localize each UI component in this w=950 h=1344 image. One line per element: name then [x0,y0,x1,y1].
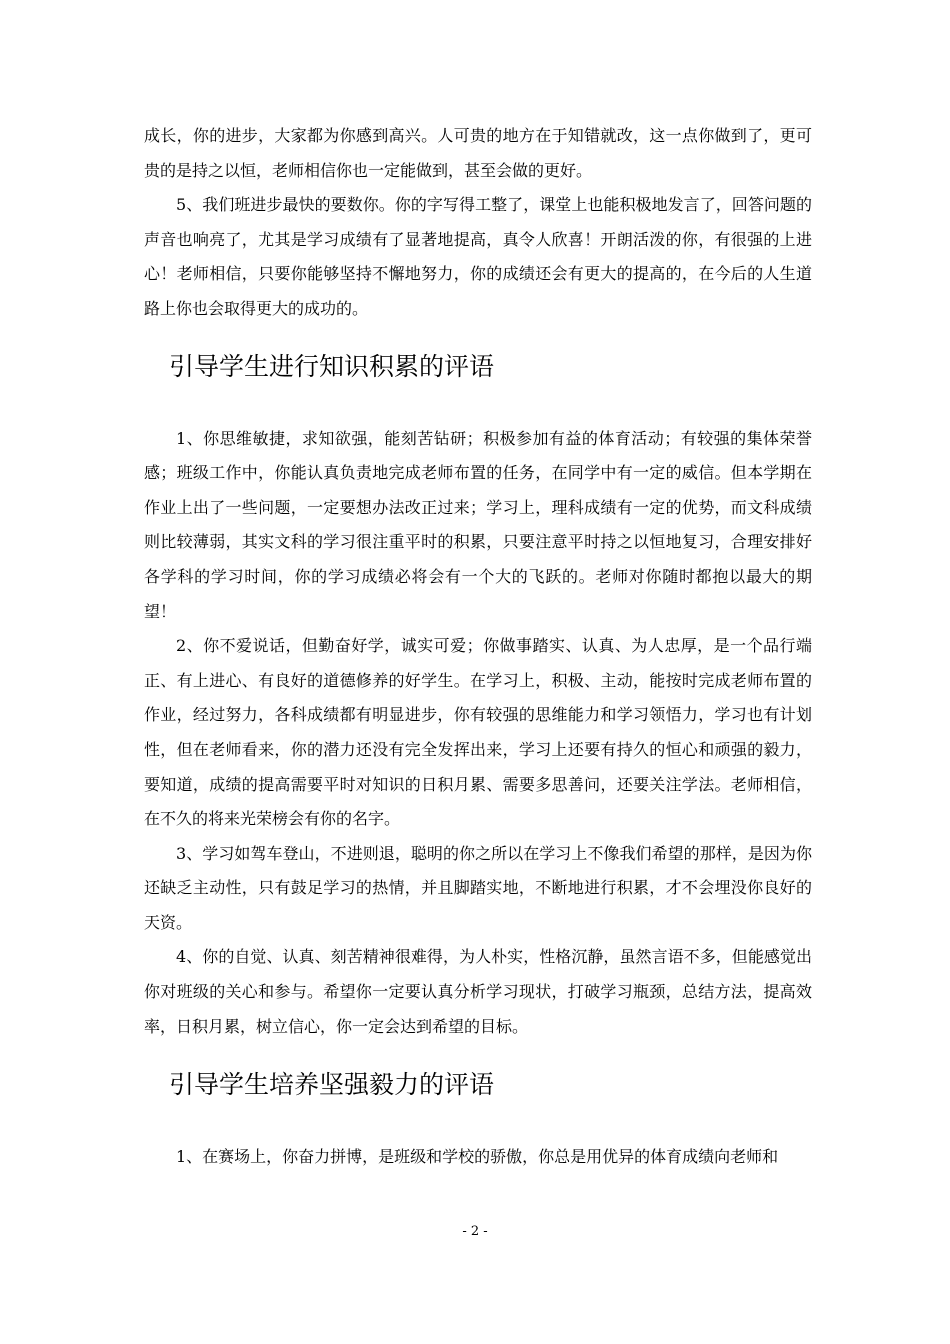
paragraph-knowledge-3: 3、学习如驾车登山，不进则退，聪明的你之所以在学习上不像我们希望的那样，是因为你还缺乏主动性，只有鼓足学习的热情，并且脚踏实地，不断地进行积累，才不会埋没你良好的天资。 [144,843,812,932]
section-heading-perseverance: 引导学生培养坚强毅力的评语 [169,1070,495,1100]
section-heading-knowledge: 引导学生进行知识积累的评语 [169,351,495,381]
paragraph-knowledge-2: 2、你不爱说话，但勤奋好学，诚实可爱；你做事踏实、认真、为人忠厚，是一个品行端正、有上进心、有良好的道德修养的好学生。在学习上，积极、主动，能按时完成老师布置的作业，经过努力，各科成绩都有明显进步，你有较强的思维能力和学习领悟力，学习也有计划性，但在老师看来，你的潜力还没有完全发挥出来，学习上还要有持久的恒心和顽强的毅力，要知道，成绩的提高需要平时对知识的日积月累、需要多思善问，还要关注学法。老师相信，在不久的将来光荣榜会有你的名字。 [144,636,812,829]
page-number: - 2 - [462,1224,488,1239]
paragraph-continued: 成长，你的进步，大家都为你感到高兴。人可贵的地方在于知错就改，这一点你做到了，更可贵的是持之以恒，老师相信你也一定能做到，甚至会做的更好。 [144,126,812,180]
paragraph-knowledge-4: 4、你的自觉、认真、刻苦精神很难得，为人朴实，性格沉静，虽然言语不多，但能感觉出你对班级的关心和参与。希望你一定要认真分析学习现状，打破学习瓶颈，总结方法，提高效率，日积月累，树立信心，你一定会达到希望的目标。 [144,947,812,1036]
paragraph-knowledge-1: 1、你思维敏捷，求知欲强，能刻苦钻研；积极参加有益的体育活动；有较强的集体荣誉感；班级工作中，你能认真负责地完成老师布置的任务，在同学中有一定的威信。但本学期在作业上出了一些问题，一定要想办法改正过来；学习上，理科成绩有一定的优势，而文科成绩则比较薄弱，其实文科的学习很注重平时的积累，只要注意平时持之以恒地复习，合理安排好各学科的学习时间，你的学习成绩必将会有一个大的飞跃的。老师对你随时都抱以最大的期望！ [144,428,812,621]
document-body [144,119,812,1175]
paragraph-comment-5: 5、我们班进步最快的要数你。你的字写得工整了，课堂上也能积极地发言了，回答问题的声音也响亮了，尤其是学习成绩有了显著地提高，真令人欣喜！开朗活泼的你，有很强的上进心！老师相信，只要你能够坚持不懈地努力，你的成绩还会有更大的提高的，在今后的人生道路上你也会取得更大的成功的。 [144,195,812,318]
paragraph-perseverance-1: 1、在赛场上，你奋力拼博，是班级和学校的骄傲，你总是用优异的体育成绩向老师和 [176,1147,779,1167]
